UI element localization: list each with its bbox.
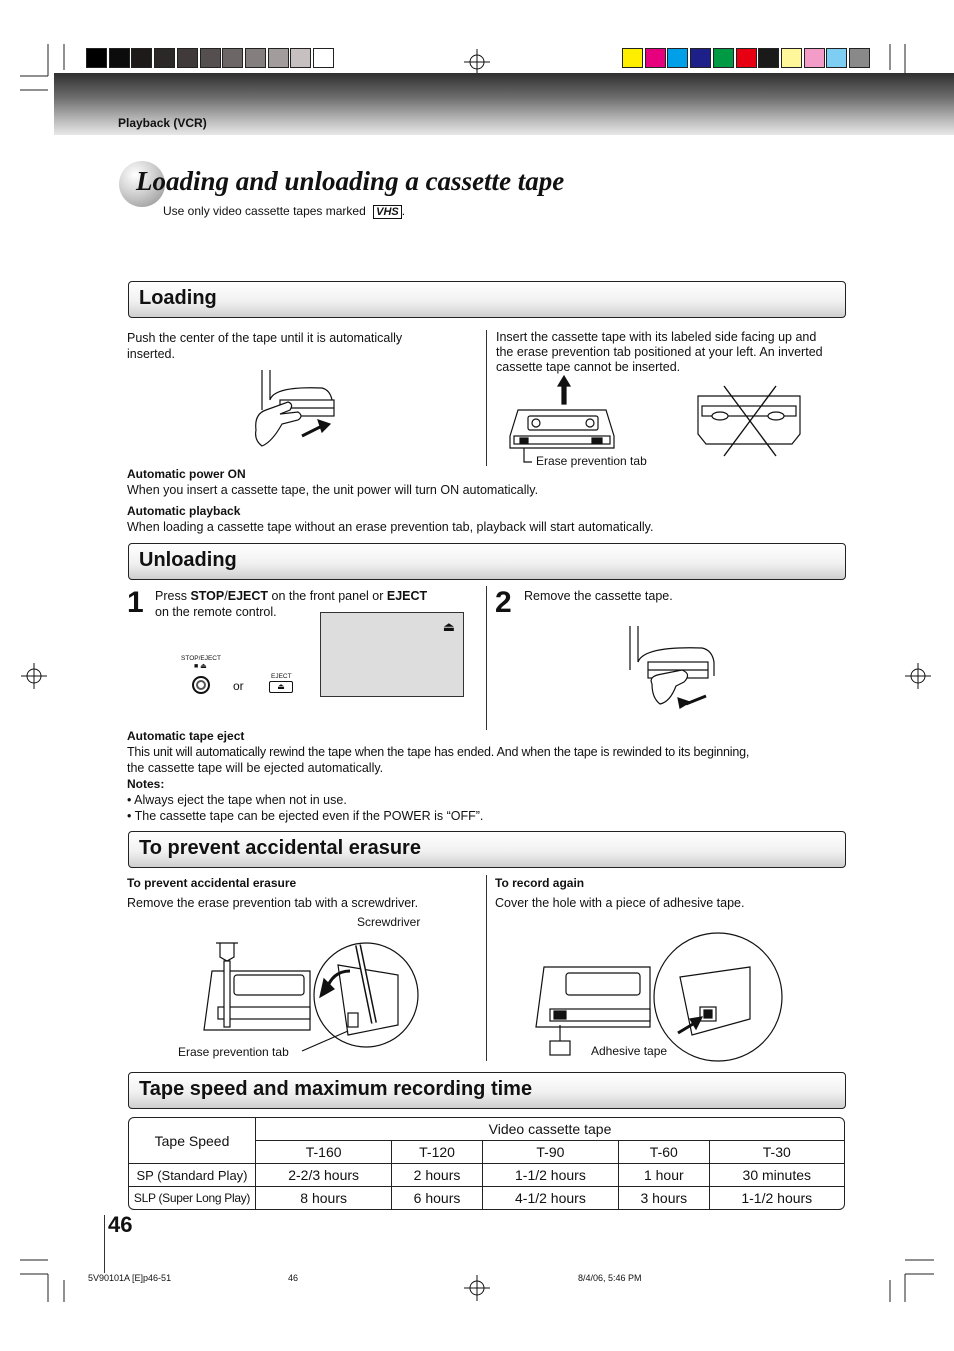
stop-eject-label: STOP/EJECT (181, 655, 221, 662)
eject-indicator-icon: ⏏ (442, 619, 455, 634)
note-2: • The cassette tape can be ejected even if the POWER is “OFF”. (127, 809, 484, 823)
subtitle-text: Use only video cassette tapes marked (163, 204, 366, 218)
page-number: 46 (108, 1212, 133, 1237)
stop-eject-button[interactable] (192, 676, 210, 694)
remote-eject-label: EJECT (271, 673, 292, 680)
loading-divider (486, 330, 487, 466)
unloading-divider (486, 586, 487, 730)
loading-heading: Loading (139, 287, 217, 309)
footer-file-ref: 5V90101A [E]p46-51 (88, 1273, 172, 1283)
adhesive-tape-illustration (530, 937, 760, 1057)
auto-power-title: Automatic power ON (127, 467, 246, 481)
auto-play-title: Automatic playback (127, 504, 241, 518)
or-text: or (233, 679, 244, 693)
registration-mark-top (464, 49, 490, 75)
table-cell: 2-2/3 hours (256, 1164, 392, 1187)
loading-heading-bar (128, 281, 846, 318)
loading-right-text: Insert the cassette tape with its labeled side facing up and the erase prevention tab positioned at your left. An inverted cassette tape cannot be inserted. (496, 330, 823, 374)
notes-title: Notes: (127, 777, 165, 791)
step-1-text: Press STOP/EJECT on the front panel or EJECT on the remote control. (155, 589, 428, 619)
calibration-swatch (245, 48, 266, 68)
calibration-swatch (222, 48, 243, 68)
cassette-inverted-crossed-illustration (694, 386, 804, 466)
table-cell: 1-1/2 hours (483, 1164, 619, 1187)
tape-type-cell: T-90 (483, 1141, 619, 1164)
table-cell: 6 hours (392, 1187, 483, 1209)
tape-remove-illustration (622, 626, 722, 716)
erase-tab-caption-erasure: Erase prevention tab (178, 1045, 289, 1059)
unloading-heading: Unloading (139, 549, 237, 571)
calibration-swatch (781, 48, 802, 68)
stop-eject-symbols: ■ ⏏ (194, 663, 207, 670)
video-cassette-header: Video cassette tape (256, 1118, 844, 1141)
calibration-swatch (804, 48, 825, 68)
section-label: Playback (VCR) (118, 116, 207, 130)
calibration-swatch (109, 48, 130, 68)
table-header-row (129, 1118, 844, 1141)
erasure-divider (486, 875, 487, 1061)
calibration-swatch (645, 48, 666, 68)
table-row (129, 1187, 844, 1209)
table-row (129, 1164, 844, 1187)
calibration-swatch (849, 48, 870, 68)
registration-mark-right (905, 663, 931, 689)
auto-play-text: When loading a cassette tape without an erase prevention tab, playback will start automatically. (127, 520, 654, 534)
calibration-swatch (313, 48, 334, 68)
calibration-swatch (268, 48, 289, 68)
speed-heading-bar (128, 1072, 846, 1109)
auto-power-text: When you insert a cassette tape, the unit power will turn ON automatically. (127, 483, 539, 497)
calibration-swatch (154, 48, 175, 68)
calibration-swatch (622, 48, 643, 68)
record-again-title: To record again (495, 876, 585, 890)
calibration-swatch (690, 48, 711, 68)
auto-eject-text-2: the cassette tape will be ejected automatically. (127, 761, 384, 775)
calibration-swatch (826, 48, 847, 68)
unloading-heading-bar (128, 543, 846, 580)
screwdriver-caption: Screwdriver (357, 915, 421, 929)
loading-left-text: Push the center of the tape until it is automatically inserted. (127, 331, 403, 361)
page-number-rule (104, 1215, 105, 1273)
tape-type-cell: T-30 (710, 1141, 844, 1164)
table-cell: 1 hour (619, 1164, 710, 1187)
erase-tab-caption-loading: Erase prevention tab (536, 454, 647, 468)
calibration-swatch (736, 48, 757, 68)
registration-mark-left (21, 663, 47, 689)
step-1-number: 1 (127, 586, 144, 619)
calibration-swatch (667, 48, 688, 68)
calibration-swatch (131, 48, 152, 68)
erasure-heading: To prevent accidental erasure (139, 837, 421, 859)
tape-speed-header: Tape Speed (129, 1118, 256, 1164)
erasure-heading-bar (128, 831, 846, 868)
calibration-swatch (758, 48, 779, 68)
screwdriver-tab-removal-illustration (198, 935, 428, 1055)
auto-eject-title: Automatic tape eject (127, 729, 245, 743)
adhesive-tape-caption: Adhesive tape (591, 1044, 668, 1058)
step-2-text: Remove the cassette tape. (524, 589, 673, 603)
vhs-logo: VHS (373, 205, 402, 219)
registration-mark-bottom (464, 1275, 490, 1301)
row-label: SLP (Super Long Play) (129, 1187, 256, 1209)
table-cell: 3 hours (619, 1187, 710, 1209)
footer-page: 46 (288, 1273, 299, 1283)
tape-insert-illustration (252, 370, 352, 450)
display-panel (320, 612, 464, 697)
table-cell: 1-1/2 hours (741, 1190, 813, 1206)
step-2-number: 2 (495, 586, 512, 619)
calibration-swatch (86, 48, 107, 68)
tape-type-cell: T-120 (392, 1141, 483, 1164)
auto-eject-text-1: This unit will automatically rewind the tape when the tape has ended. And when the tape is rewinded to its beginning, (127, 745, 750, 759)
row-label: SP (Standard Play) (129, 1164, 256, 1187)
note-1: • Always eject the tape when not in use. (127, 793, 347, 807)
tape-type-cell: T-60 (619, 1141, 710, 1164)
calibration-swatch (290, 48, 311, 68)
prevent-erasure-title: To prevent accidental erasure (127, 876, 297, 890)
remote-eject-button[interactable]: ⏏ (269, 681, 293, 693)
calibration-swatch (177, 48, 198, 68)
table-cell: 8 hours (256, 1187, 392, 1209)
tape-type-cell: T-160 (256, 1141, 392, 1164)
table-cell: 2 hours (392, 1164, 483, 1187)
table-cell: 30 minutes (710, 1164, 844, 1187)
tape-speed-table (128, 1117, 845, 1210)
prevent-erasure-text: Remove the erase prevention tab with a screwdriver. (127, 896, 419, 910)
table-cell: 4-1/2 hours (483, 1187, 619, 1209)
record-again-text: Cover the hole with a piece of adhesive tape. (495, 896, 745, 910)
page-title: Loading and unloading a cassette tape (136, 166, 565, 196)
calibration-swatch (200, 48, 221, 68)
page-subtitle: Use only video cassette tapes marked VHS . (163, 204, 406, 218)
speed-heading: Tape speed and maximum recording time (139, 1078, 533, 1100)
calibration-swatch (713, 48, 734, 68)
footer-date: 8/4/06, 5:46 PM (578, 1273, 642, 1283)
